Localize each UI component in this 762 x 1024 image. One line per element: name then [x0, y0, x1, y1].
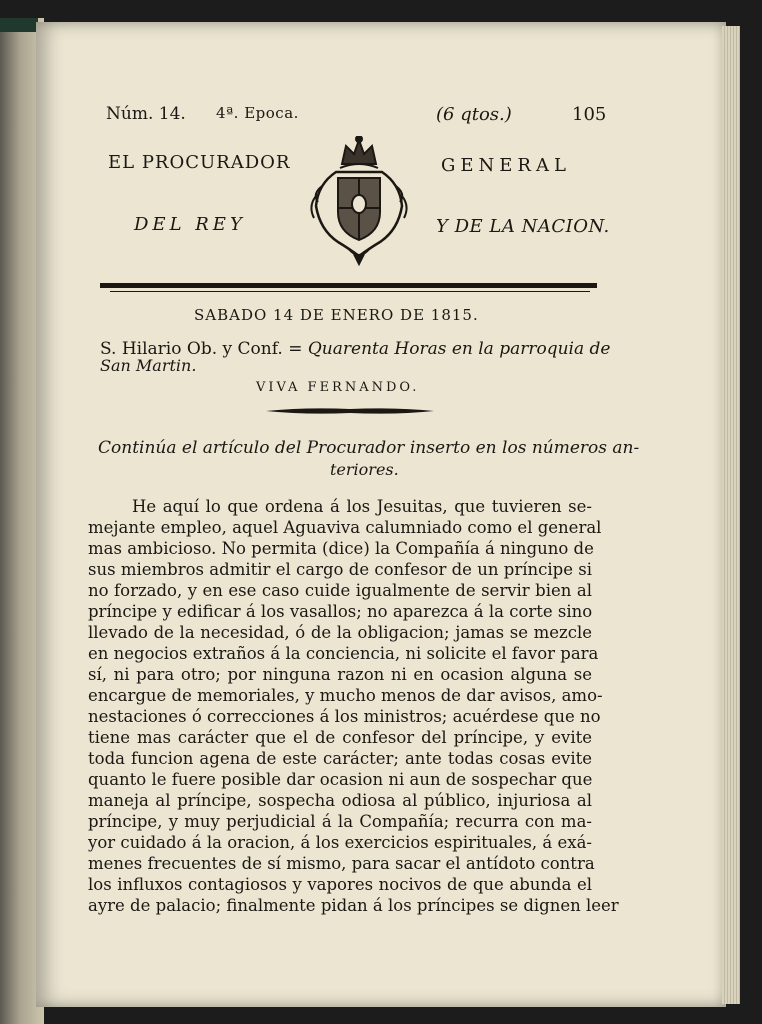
body-line: en negocios extraños á la conciencia, ni solicite el favor para: [88, 644, 599, 663]
masthead-rule-thick: [100, 283, 597, 288]
intro-line-2: teriores.: [330, 460, 399, 479]
page-number: 105: [572, 104, 607, 125]
body-line: encargue de memoriales, y mucho menos de dar avisos, amo-: [88, 686, 603, 705]
body-line: menes frecuentes de sí mismo, para sacar el antídoto contra: [88, 854, 595, 873]
page-stack-edge: [722, 26, 740, 1004]
dateline: SABADO 14 DE ENERO DE 1815.: [194, 306, 479, 324]
masthead-title-left-1: EL PROCURADOR: [108, 152, 291, 173]
body-line: los influxos contagiosos y vapores nocivos de que abunda el: [88, 875, 592, 894]
body-line: llevado de la necesidad, ó de la obligacion; jamas se mezcle: [88, 623, 592, 642]
body-line: ayre de palacio; finalmente pidan á los príncipes se dignen leer: [88, 896, 619, 915]
body-line: toda funcion agena de este carácter; ante todas cosas evite: [88, 749, 592, 768]
issue-number: Núm. 14.: [106, 104, 186, 124]
body-line: sus miembros admitir el cargo de confesor de un príncipe si: [88, 560, 592, 579]
masthead-rule-thin: [110, 291, 590, 292]
swash-rule-icon: [266, 406, 434, 416]
body-line: yor cuidado á la oracion, á los exercicios espirituales, á exá-: [88, 833, 592, 852]
saints-italic: Quarenta Horas en la parroquia de: [307, 339, 611, 359]
body-line: príncipe y edificar á los vasallos; no aparezca á la corte sino: [88, 602, 593, 621]
masthead-title-right-2: Y DE LA NACION.: [436, 216, 610, 237]
body-line: príncipe, y muy perjudicial á la Compañía; recurra con ma-: [88, 812, 592, 831]
body-line: He aquí lo que ordena á los Jesuitas, que tuvieren se-: [132, 497, 592, 516]
epoch-label: 4ª. Epoca.: [216, 104, 299, 122]
saints-line-2: San Martin.: [100, 356, 197, 375]
body-line: maneja al príncipe, sospecha odiosa al público, injuriosa al: [88, 791, 592, 810]
masthead-title-left-2: DEL REY: [134, 214, 246, 235]
body-line: nestaciones ó correcciones á los ministros; acuérdese que no: [88, 707, 601, 726]
motto: VIVA FERNANDO.: [256, 380, 420, 395]
body-line: mejante empleo, aquel Aguaviva calumniado como el general: [88, 518, 602, 537]
binding-spine: [0, 18, 38, 32]
saints-plain: S. Hilario Ob. y Conf. =: [100, 339, 308, 359]
body-line: no forzado, y en ese caso cuide igualmente de servir bien al: [88, 581, 592, 600]
body-line: sí, ni para otro; por ninguna razon ni en ocasion alguna se: [88, 665, 592, 684]
body-line: mas ambicioso. No permita (dice) la Compañía á ninguno de: [88, 539, 594, 558]
masthead-title-right-1: GENERAL: [441, 155, 571, 176]
quires-count: (6 qtos.): [436, 104, 512, 125]
royal-crest-icon: [308, 136, 410, 266]
body-line: quanto le fuere posible dar ocasion ni aun de sospechar que: [88, 770, 593, 789]
intro-line-1: Continúa el artículo del Procurador inserto en los números an-: [98, 438, 640, 458]
body-line: tiene mas carácter que el de confesor del príncipe, y evite: [88, 728, 592, 747]
